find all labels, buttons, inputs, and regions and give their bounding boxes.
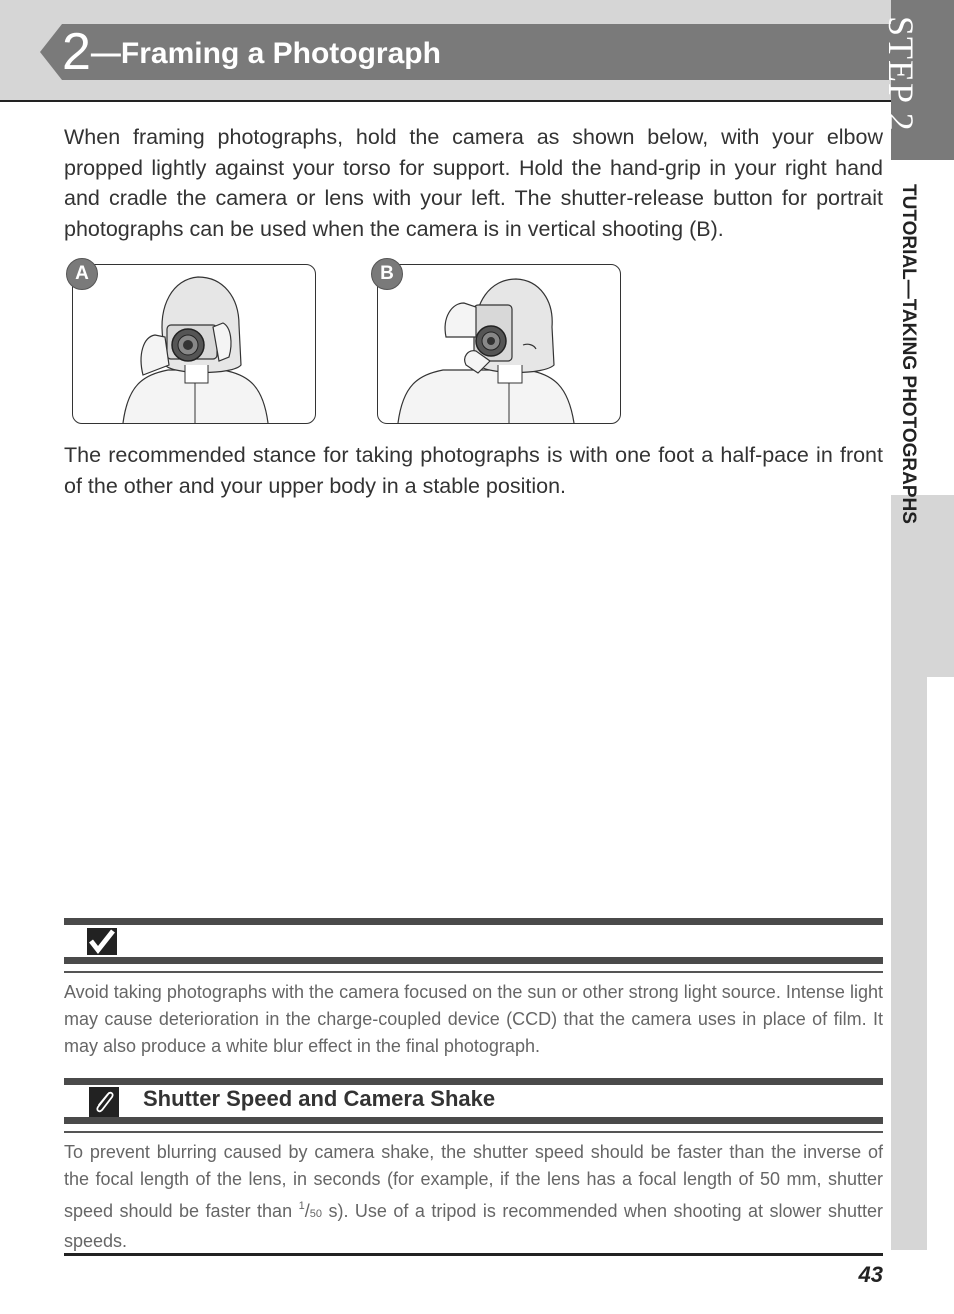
tip-thin-rule (64, 1131, 883, 1133)
step-number: 2 (62, 23, 91, 81)
figure-a-horizontal-grip (72, 264, 316, 424)
side-tab-lower (927, 495, 954, 677)
header-rule (0, 100, 893, 102)
checkmark-icon (87, 928, 117, 955)
page-title (62, 22, 441, 82)
photographer-horizontal-illustration (73, 265, 315, 423)
figure-a-badge: A (66, 258, 98, 290)
caution-thin-rule (64, 971, 883, 973)
section-label: TUTORIAL—TAKING PHOTOGRAPHS (898, 184, 919, 524)
figure-b-vertical-grip (377, 264, 621, 424)
tip-note-text (64, 1139, 883, 1255)
caution-note-text: Avoid taking photographs with the camera focused on the sun or other strong light source. Intense light may cause deterioration in the charge-coupled device (CCD) that the camera uses in place of film. It may also produce a white blur effect in the final photograph. (64, 982, 883, 1056)
title-text: —Framing a Photograph (90, 37, 441, 70)
footer-rule (64, 1253, 883, 1256)
tip-mid-rule (64, 1117, 883, 1124)
tip-top-rule (64, 1078, 883, 1085)
stance-paragraph: The recommended stance for taking photographs is with one foot a half-pace in front of the other and your upper body in a stable position. (64, 443, 883, 498)
fraction-denominator: 50 (309, 1208, 322, 1220)
tip-text-before: To prevent blurring caused by camera shake, the shutter speed should be faster than the inverse of the focal length of the lens, in seconds (for example, if the lens has a focal length of 50 mm, shutter speed should be faster than (64, 1142, 883, 1221)
step-label: STEP 2 (881, 16, 921, 132)
caution-mid-rule (64, 957, 883, 964)
fraction-slash: / (304, 1201, 310, 1221)
figure-b-badge: B (371, 258, 403, 290)
tip-text-after: s). Use of a tripod is recommended when shooting at slower shutter speeds. (64, 1201, 883, 1251)
fraction-numerator: 1 (298, 1200, 305, 1212)
photographer-vertical-illustration (378, 265, 620, 423)
page-number: 43 (858, 1262, 883, 1287)
caution-top-rule (64, 918, 883, 925)
intro-paragraph: When framing photographs, hold the camera as shown below, with your elbow propped lightly against your torso for support. Hold the hand-grip in your right hand and cradle the camera or lens with your left. The shutter-release button for portrait photographs can be used when the camera is in vertical shooting (B). (64, 125, 883, 241)
tip-heading: Shutter Speed and Camera Shake (143, 1086, 496, 1111)
paperclip-icon (89, 1087, 119, 1117)
